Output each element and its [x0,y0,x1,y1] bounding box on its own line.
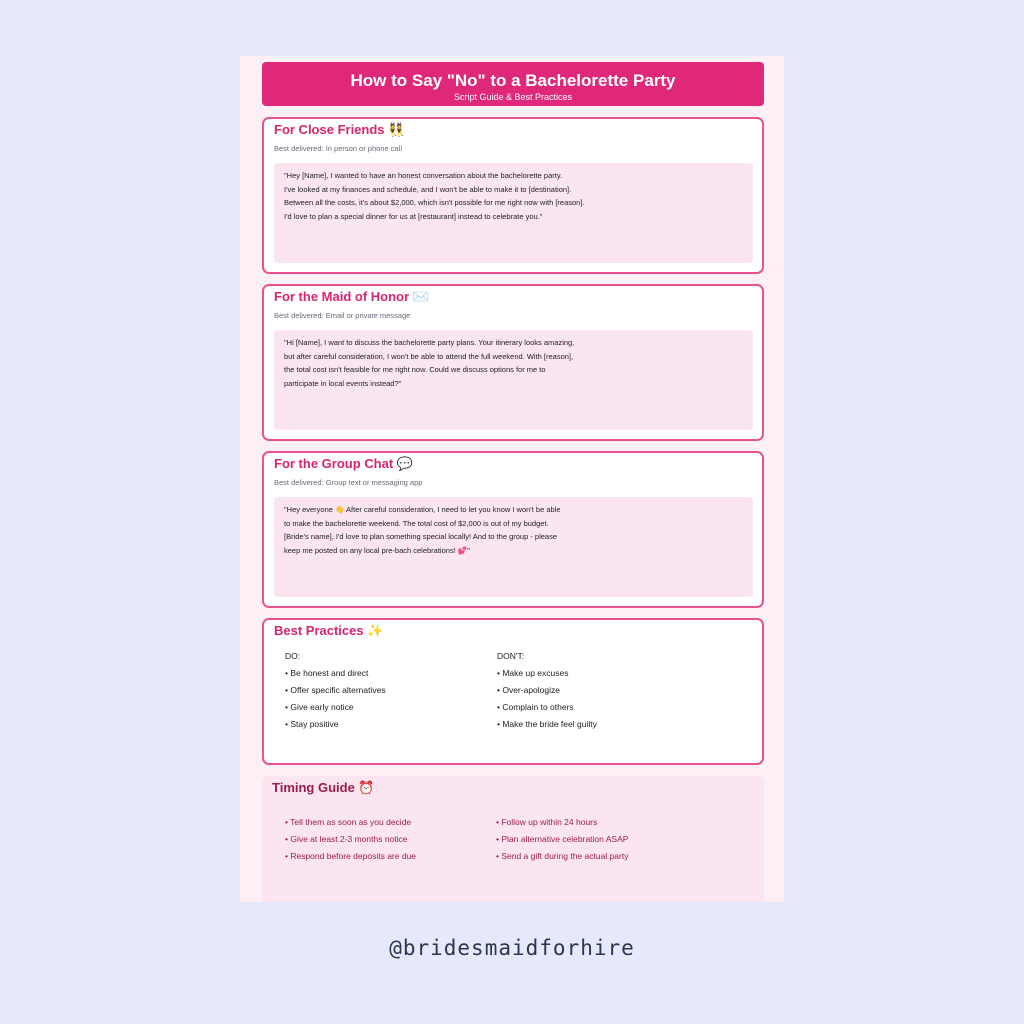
card-title: For Close Friends 👯 [274,122,405,137]
list-item: • Make the bride feel guilty [497,719,597,729]
script-line: participate in local events instead?" [284,378,402,388]
card-best-practices [262,618,764,765]
header-banner [262,62,764,106]
card-title: For the Group Chat 💬 [274,456,413,471]
card-meta: Best delivered: Email or private message [274,311,411,320]
list-item: • Respond before deposits are due [285,851,417,861]
list-item: • Give early notice [285,702,354,712]
list-item: • Make up excuses [497,668,569,678]
card-group-chat [262,451,764,608]
guide-page [240,56,784,902]
script-line: the total cost isn't feasible for me right now. Could we discuss options for me to [284,365,546,374]
list-item: • Plan alternative celebration ASAP [496,834,629,844]
script-box [274,163,753,263]
list-item: • Be honest and direct [285,668,369,678]
card-title: For the Maid of Honor ✉️ [274,289,429,304]
script-line: keep me posted on any local pre-bach celebrations! 💕" [284,545,470,555]
list-item: • Give at least 2-3 months notice [285,834,408,844]
list-item: • Follow up within 24 hours [496,817,598,827]
do-list [285,650,386,735]
card-maid-of-honor [262,284,764,441]
timing-right-list [496,816,628,867]
dont-heading: DON'T: [497,651,525,661]
list-item: • Over-apologize [497,685,560,695]
card-meta: Best delivered: Group text or messaging app [274,478,423,487]
script-line: "Hi [Name], I want to discuss the bachelorette party plans. Your itinerary looks amazing, [284,338,575,347]
script-box [274,330,753,430]
timing-left-list [285,816,416,867]
card-title: Timing Guide ⏰ [272,780,375,795]
page-subtitle: Script Guide & Best Practices [453,92,573,102]
list-item: • Complain to others [497,702,574,712]
page-title: How to Say "No" to a Bachelorette Party [350,71,676,90]
card-title: Best Practices ✨ [274,623,384,638]
script-line: I've looked at my finances and schedule, and I won't be able to make it to [destination]. [284,184,572,194]
timing-guide [262,776,764,902]
script-line: I'd love to plan a special dinner for us at [restaurant] instead to celebrate you." [284,211,543,221]
script-line: but after careful consideration, I won't be able to attend the full weekend. With [reason], [284,351,574,361]
script-line: [Bride's name], I'd love to plan something special locally! And to the group - please [284,532,558,541]
list-item: • Offer specific alternatives [285,685,386,695]
script-line: Between all the costs, it's about $2,000, which isn't possible for me right now with [reason]. [284,198,585,207]
card-close-friends [262,117,764,274]
social-handle: @bridesmaidforhire [389,936,635,960]
script-line: "Hey everyone 👋 After careful consideration, I need to let you know I won't be able [284,505,561,514]
dont-list [497,650,597,735]
script-box [274,497,753,597]
list-item: • Stay positive [285,719,339,729]
list-item: • Tell them as soon as you decide [285,817,412,827]
script-line: to make the bachelorette weekend. The total cost of $2,000 is out of my budget. [284,518,549,528]
list-item: • Send a gift during the actual party [496,851,629,861]
card-meta: Best delivered: In person or phone call [274,144,402,153]
do-heading: DO: [285,651,301,661]
script-line: "Hey [Name], I wanted to have an honest conversation about the bachelorette party. [284,171,563,180]
